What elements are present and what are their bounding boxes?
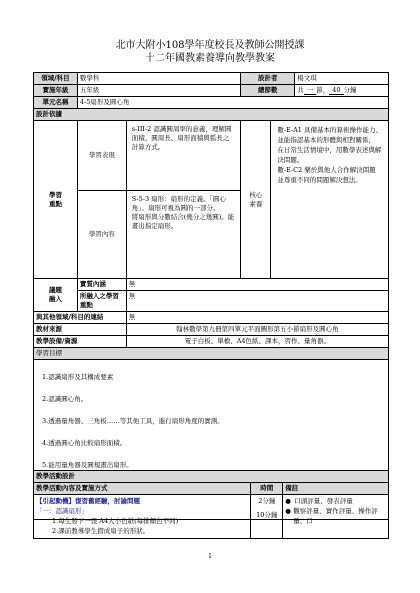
perf-label: 學習表現 xyxy=(77,121,126,191)
row-activity-cols xyxy=(34,483,389,495)
equip-label: 教學設備/資源 xyxy=(34,336,127,348)
row-link xyxy=(34,312,389,324)
domain-label: 領域/科目 xyxy=(34,73,78,85)
col-notes: 備註 xyxy=(283,483,389,495)
motivation-heading: 【引起動機】復習舊經驗，討論問題 xyxy=(36,497,140,505)
step-title: 「一：認識扇形」 xyxy=(36,507,88,515)
activity-notes: ● 口頭評量、發表評量 ● 觀察評量、實作評量、操作評量、口 xyxy=(283,495,389,539)
content-text: S-5-3 扇形：扇形的定義。「圓心角」。扇形可視為圓的一部分。 將扇形與分數結合(幾分之幾圓)。能畫出指定扇形。 xyxy=(126,191,241,279)
activity-content xyxy=(34,495,251,539)
row-performance xyxy=(34,121,389,191)
grade-label: 實施年級 xyxy=(34,85,78,97)
row-domain xyxy=(34,73,389,85)
row-goals-header xyxy=(34,348,389,360)
activity-section-label: 教學活動設計 xyxy=(34,471,389,483)
goal-item: 4.透過圓心角比較扇形面積。 xyxy=(42,439,127,447)
issue-row2-value: 無 xyxy=(126,291,388,312)
link-label: 與其他領域/科目的連結 xyxy=(34,312,127,324)
row-grade xyxy=(34,85,389,97)
goals-label: 學習目標 xyxy=(34,348,389,360)
issue-row1-label: 實質內涵 xyxy=(77,279,126,291)
source-value: 翰林數學第九冊第四單元平面圖形第五小節扇形及圓心角 xyxy=(126,324,388,336)
step-2: 2.課前教導學生摺成扇子的形狀。 xyxy=(52,527,150,535)
row-unit xyxy=(34,97,389,109)
link-value: 無 xyxy=(126,312,388,324)
row-design-header xyxy=(34,109,389,121)
issue-row1-value: 無 xyxy=(126,279,388,291)
core-label: 核心素養 xyxy=(241,121,271,279)
issue-row2-label: 所融入之學習重點 xyxy=(77,291,126,312)
design-section-label: 設計依據 xyxy=(34,109,389,121)
row-issue-1 xyxy=(34,279,389,291)
perf-text: s-III-2 認識圓周率的意義，理解圓面積、圓周長、扇形面積與弧長之計算方式。 xyxy=(126,121,241,191)
row-issue-2 xyxy=(34,291,389,312)
activity-table xyxy=(33,470,389,539)
activity-time: 2分鐘 10分鐘 xyxy=(251,495,283,539)
designer-label: 設計者 xyxy=(241,73,295,85)
doc-title: 北市大附小108學年度校長及教師公開授課 xyxy=(115,40,305,51)
domain-value: 數學科 xyxy=(77,73,240,85)
col-content: 教學活動內容及實施方式 xyxy=(34,483,251,495)
content-label: 學習內容 xyxy=(77,191,126,279)
unit-label: 單元名稱 xyxy=(34,97,78,109)
source-label: 教材來源 xyxy=(34,324,127,336)
core-text: 數-E-A1 具備基本的算術操作能力、並能指認基本的形體與相對關係， 在日常生活情境中，用數學表述與解決問題。 數-E-C2 樂於與他人合作解決問題並尊重不同的問題解決想法。 xyxy=(271,121,389,279)
designer-value: 楊文琪 xyxy=(295,73,389,85)
row-source xyxy=(34,324,389,336)
unit-value: 4-5扇形及圓心角 xyxy=(77,97,388,109)
issues-label: 議題融入 xyxy=(34,279,78,312)
goal-item: 2.認識圓心角。 xyxy=(42,395,88,403)
goal-item: 3.透過量角器、三角板……等其他工具，進行扇形角度的實測。 xyxy=(42,417,224,425)
grade-value: 五年級 xyxy=(77,85,240,97)
hours-label: 總節數 xyxy=(241,85,295,97)
goal-item: 5.能用量角器及圓規畫出扇形。 xyxy=(42,461,133,469)
row-equipment xyxy=(34,336,389,348)
step-1: 1.每生發下一張 A4大小色紙(每排顏色不同) xyxy=(52,517,179,525)
equip-value: 電子白板、單槍、A4色紙、課本，習作、量角器。 xyxy=(126,336,388,348)
row-activity-header xyxy=(34,471,389,483)
doc-subtitle: 十二年國教素養導向教學教案 xyxy=(145,53,275,64)
row-activity-body xyxy=(34,495,389,539)
page-number: 1 xyxy=(208,553,212,560)
goal-item: 1.認識扇形及其構成要素 xyxy=(42,373,114,381)
key-label: 學習重點 xyxy=(34,121,78,279)
lesson-plan-table xyxy=(33,72,389,520)
hours-value: 共 一 節， 40 分鐘 xyxy=(295,85,389,97)
col-time: 時間 xyxy=(251,483,283,495)
